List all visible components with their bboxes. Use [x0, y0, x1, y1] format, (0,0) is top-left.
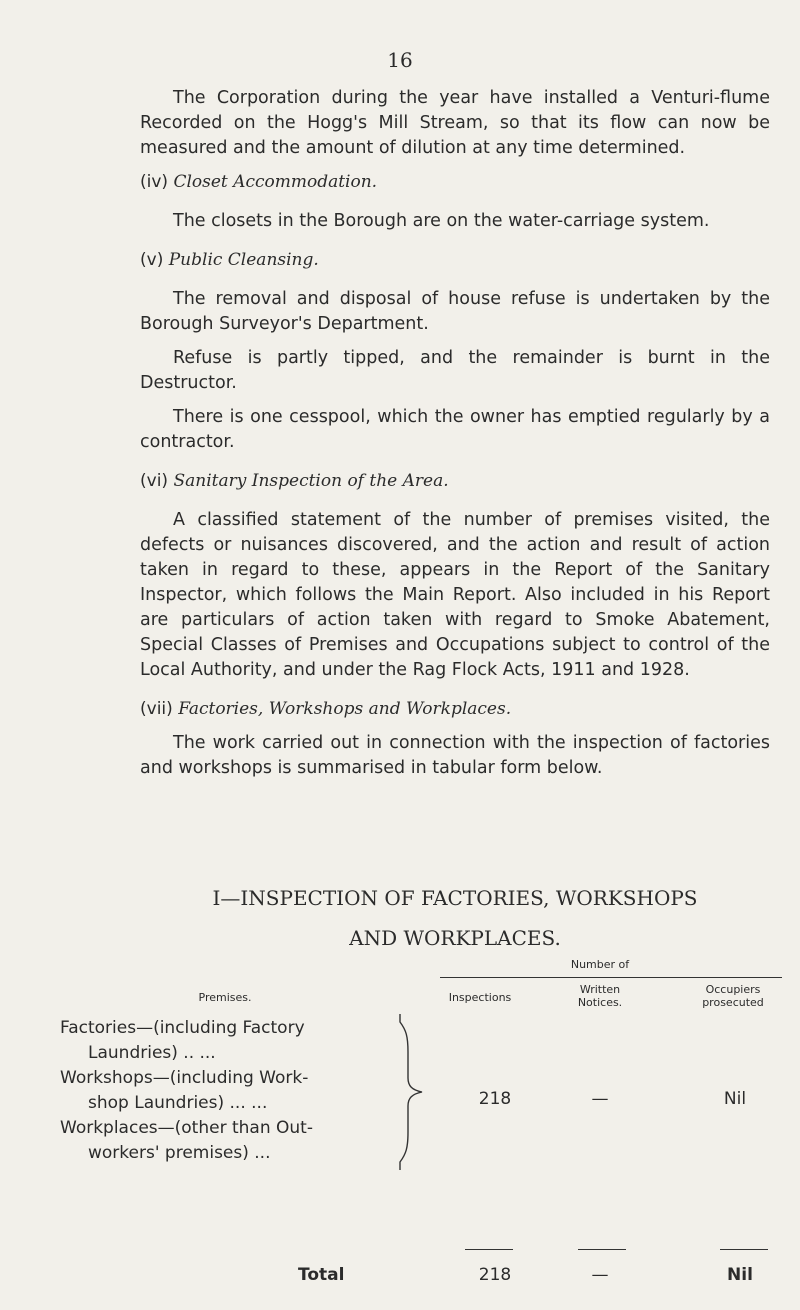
premises-line-1: Factories—(including Factory — [60, 1018, 305, 1038]
total-label: Total — [298, 1265, 345, 1285]
premises-line-4: shop Laundries) ... ... — [88, 1093, 268, 1113]
group-header-rule — [440, 977, 782, 978]
premises-line-6: workers' premises) ... — [88, 1143, 271, 1163]
column-header-occupiers-line-2: prosecuted — [702, 996, 764, 1009]
paragraph-venturi-flume: The Corporation during the year have installed a Venturi-flume Recorded on the Hogg's Mill Stream, so that its flow can now be measured and the amount of dilution at any time determined. — [140, 88, 770, 158]
page-number: 16 — [387, 48, 413, 72]
column-header-premises: Premises. — [198, 991, 252, 1004]
heading-title: Closet Accommodation. — [173, 172, 378, 192]
paragraph-refuse-removal: The removal and disposal of house refuse is undertaken by the Borough Surveyor's Department. — [140, 289, 770, 334]
paragraph-work-carried-out: The work carried out in connection with the inspection of factories and workshops is summarised in tabular form below. — [140, 733, 770, 778]
row-inspections: 218 — [478, 1089, 512, 1109]
heading-number: (vi) — [140, 471, 169, 491]
paragraph-refuse-tipped: Refuse is partly tipped, and the remainder is burnt in the Destructor. — [140, 348, 770, 393]
total-rule-occupiers — [720, 1249, 768, 1250]
heading-number: (iv) — [140, 172, 169, 192]
table-title-line-2: AND WORKPLACES. — [349, 926, 561, 950]
column-header-written-line-1: Written — [579, 983, 621, 996]
premises-line-5: Workplaces—(other than Out- — [60, 1118, 313, 1138]
column-header-occupiers-line-1: Occupiers — [705, 983, 761, 996]
column-header-inspections: Inspections — [448, 991, 512, 1004]
total-rule-inspections — [465, 1249, 513, 1250]
total-inspections: 218 — [478, 1265, 512, 1285]
heading-title: Factories, Workshops and Workplaces. — [178, 699, 512, 719]
total-written-notices: — — [591, 1265, 609, 1285]
heading-title: Sanitary Inspection of the Area. — [173, 471, 449, 491]
paragraph-classified-statement: A classified statement of the number of premises visited, the defects or nuisances discovered, and the action and result of action taken in regard to these, appears in the Report of the Sanitary Inspector, which follows the Main Report. Also included in his Report are particulars of action taken with regard to Smoke Abatement, Special Classes of Premises and Occupations subject to control of the Local Authority, and under the Rag Flock Acts, 1911 and 1928. — [140, 510, 770, 680]
total-rule-written — [578, 1249, 626, 1250]
paragraph-cesspool: There is one cesspool, which the owner has emptied regularly by a contractor. — [140, 407, 770, 452]
column-header-written-line-2: Notices. — [577, 996, 623, 1009]
column-header-written-notices — [560, 983, 640, 1009]
total-occupiers-prosecuted: Nil — [727, 1265, 753, 1285]
column-header-occupiers-prosecuted — [678, 983, 788, 1009]
table-title-line-1: I—INSPECTION OF FACTORIES, WORKSHOPS — [212, 886, 698, 910]
heading-title: Public Cleansing. — [168, 250, 319, 270]
heading-number: (v) — [140, 250, 164, 270]
row-written-notices: — — [591, 1089, 609, 1109]
row-occupiers-prosecuted: Nil — [723, 1089, 747, 1109]
premises-line-2: Laundries) .. ... — [88, 1043, 216, 1063]
premises-line-3: Workshops—(including Work- — [60, 1068, 309, 1088]
group-header-number-of: Number of — [570, 958, 630, 971]
heading-number: (vii) — [140, 699, 173, 719]
paragraph-closets: The closets in the Borough are on the water-carriage system. — [173, 211, 710, 231]
grouping-brace — [398, 1012, 426, 1172]
